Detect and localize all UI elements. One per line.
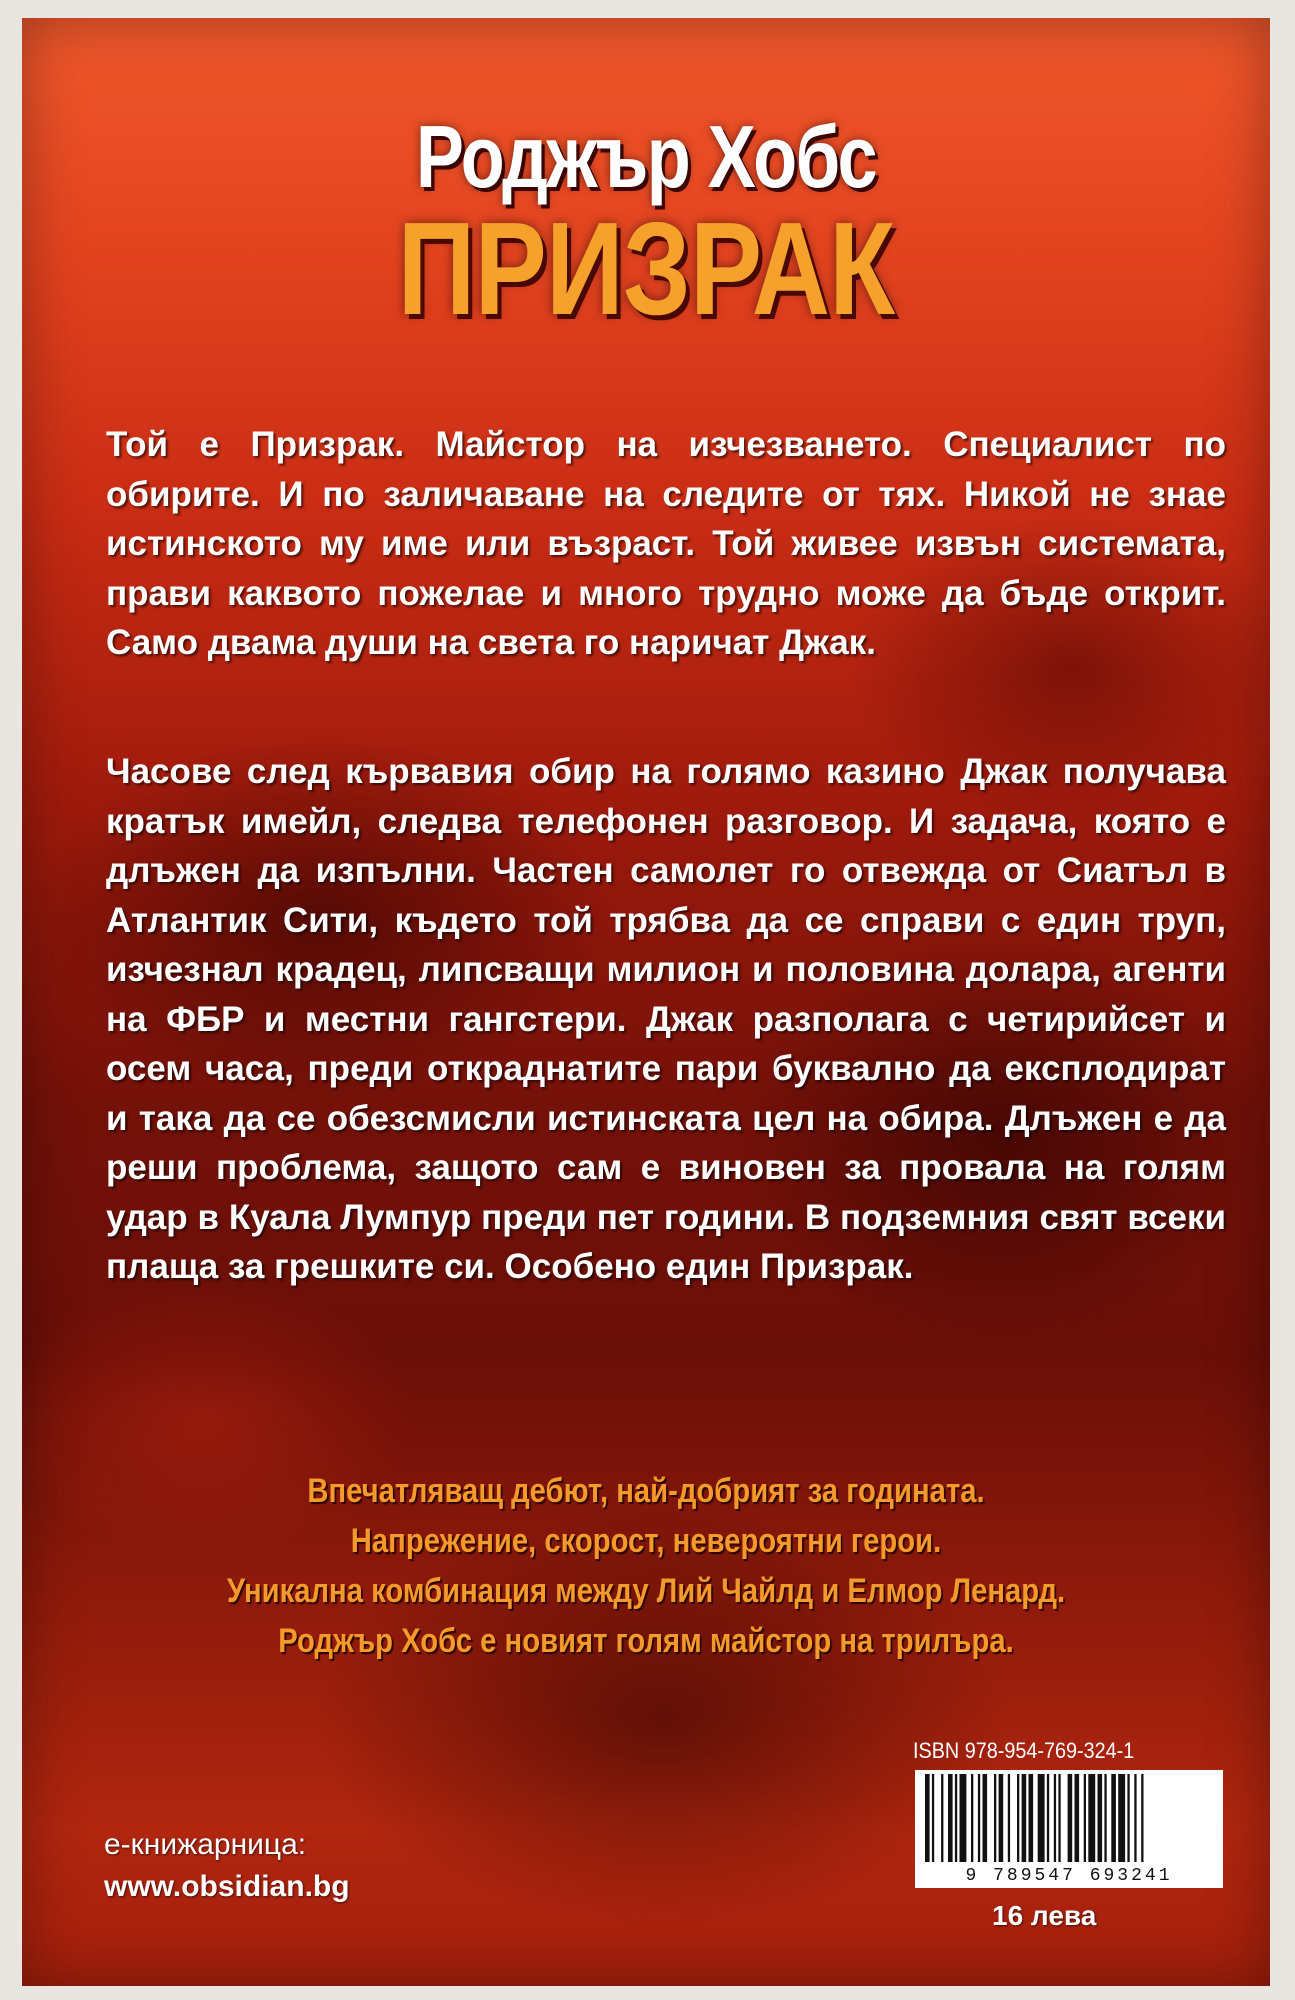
praise-line: Роджър Хобс е новият голям майстор на трилъра. [278, 1622, 1014, 1660]
blurb-paragraph: Часове след кървавия обир на голямо казино Джак получава кратък имейл, следва телефонен разговор. И задача, която е длъжен да изпълни. Частен самолет го отвежда от Сиатъл в Атлантик Сити, където той трябва да се справи с един труп, изчезнал крадец, липсващи милион и половина долара, агенти на ФБР и местни гангстери. Джак разполага с четирийсет и осем часа, преди откраднатите пари буквално да експлодират и така да се обезсмисли истинската цел на обира. Длъжен е да реши проблема, защото сам е виновен за провала на голям удар в Куала Лумпур преди пет години. В подземния свят всеки плаща за грешките си. Особено един Призрак. [106, 752, 1226, 1286]
book-title: ПРИЗРАК [397, 195, 895, 342]
praise-line: Напрежение, скорост, невероятни герои. [350, 1522, 942, 1560]
praise-line: Уникална комбинация между Лий Чайлд и Елмор Ленард. [226, 1572, 1066, 1610]
store-url: www.obsidian.bg [104, 1870, 350, 1903]
store-label: е-книжарница: [104, 1828, 307, 1861]
barcode-bars [923, 1774, 1215, 1862]
praise-list [22, 1466, 1270, 1666]
isbn-number: ISBN 978-954-769-324-1 [913, 1738, 1135, 1763]
author-name: Роджър Хобс [415, 107, 877, 206]
price: 16 лева [992, 1900, 1097, 1931]
blurb-paragraph: Той е Призрак. Майстор на изчезването. Специалист по обирите. И по заличаване на следите от тях. Никой не знае истинското му име или възраст. Той живее извън системата, прави каквото пожелае и много трудно може да бъде открит. Само двама души на света го наричат Джак. [106, 425, 1226, 662]
book-back-cover [22, 18, 1270, 1986]
barcode [915, 1770, 1223, 1888]
barcode-digits: 9 789547 693241 [965, 1866, 1173, 1886]
online-store [104, 1824, 350, 1908]
praise-line: Впечатляващ дебют, най-добрият за годината. [307, 1472, 985, 1510]
